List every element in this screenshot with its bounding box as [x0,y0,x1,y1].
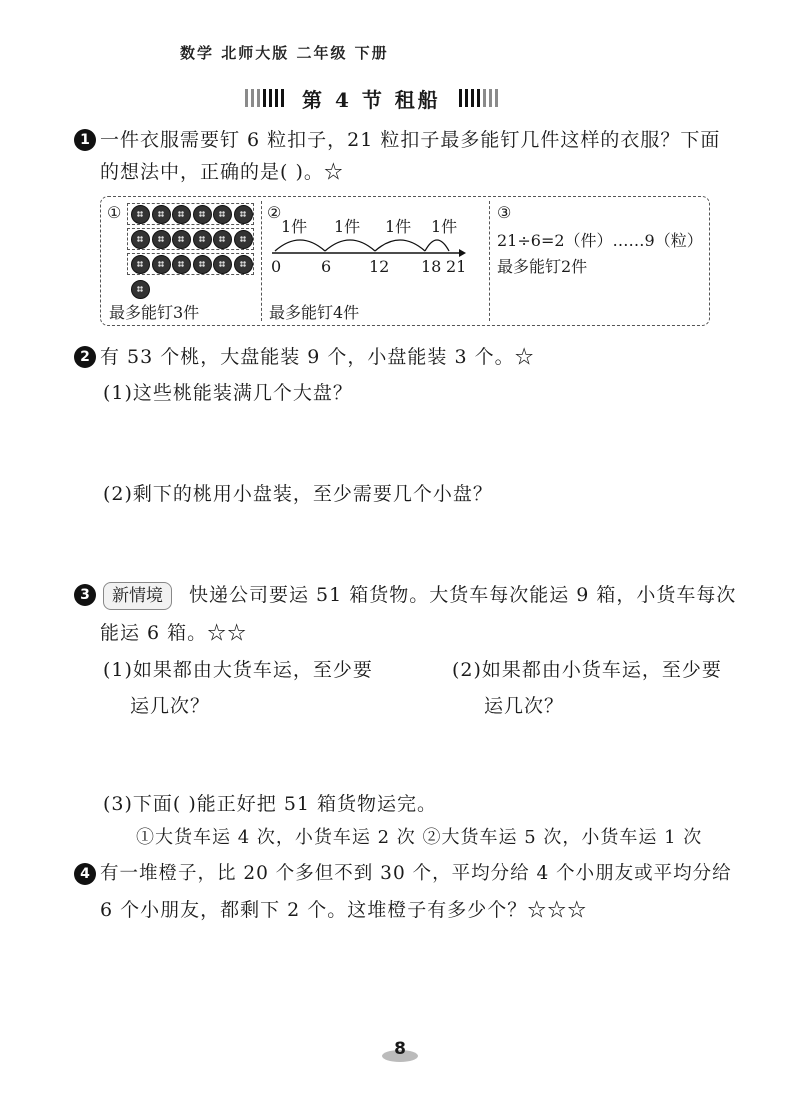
button-icon [131,205,150,224]
button-icon [152,205,171,224]
button-icon [152,230,171,249]
section-title-bar [245,83,498,113]
button-icon [172,205,191,224]
option3-caption: 最多能钉2件 [497,257,588,276]
option1-caption: 最多能钉3件 [109,303,200,322]
button-icon [234,205,253,224]
button-icon [193,205,212,224]
q1-options-box [100,196,710,326]
option3-marker: ③ [497,203,512,222]
jump-arc [375,240,425,251]
tick-label: 0 [271,257,282,276]
q2-subquestion-2: (2)剩下的桃用小盘装，至少需要几个小盘？ [103,483,493,505]
jump-arc [425,240,449,251]
q3-subquestion-2: (2)如果都由小货车运，至少要 [452,659,722,681]
option1-marker: ① [107,203,122,222]
question-number-badge: 4 [74,863,96,885]
button-icon [213,255,232,274]
page-number: 8 [394,1039,406,1059]
jump-label: 1件 [385,217,412,236]
q4-text-line2: 6 个小朋友，都剩下 2 个。这堆橙子有多少个？☆☆☆ [100,899,588,921]
question-number-badge: 2 [74,346,96,368]
new-context-tag: 新情境 [103,582,172,610]
button-icon [152,255,171,274]
button-icon [213,230,232,249]
option-divider [489,201,490,321]
button-icon [193,255,212,274]
number-line-arrowhead [459,249,466,257]
option3-equation: 21÷6=2（件）……9（粒） [497,231,703,250]
q3-choices: ①大货车运 4 次，小货车运 2 次 ②大货车运 5 次，小货车运 1 次 [136,827,703,848]
button-icon [131,230,150,249]
option-divider [261,201,262,321]
q3-subquestion-1: (1)如果都由大货车运，至少要 [103,659,373,681]
tick-label: 6 [321,257,332,276]
jump-arc [325,240,375,251]
tick-label: 21 [446,257,467,276]
tick-label: 12 [369,257,390,276]
book-info-header: 数学 北师大版 二年级 下册 [180,44,389,62]
q3-subquestion-1-cont: 运几次？ [130,695,211,717]
q1-text-line1: 一件衣服需要钉 6 粒扣子，21 粒扣子最多能钉几件这样的衣服？下面 [100,129,721,151]
tick-label: 18 [421,257,442,276]
q3-text-line2: 能运 6 箱。☆☆ [100,622,248,644]
q3-subquestion-2-cont: 运几次？ [484,695,565,717]
button-icon [234,230,253,249]
q1-text-line2: 的想法中，正确的是( )。☆ [100,161,344,183]
jump-arcs [275,240,449,251]
section-title: 第 4 节 租船 [302,87,441,112]
jump-label: 1件 [431,217,458,236]
q3-text-line1: 快递公司要运 51 箱货物。大货车每次能运 9 箱，小货车每次 [189,584,737,606]
q2-text-line1: 有 53 个桃，大盘能装 9 个，小盘能装 3 个。☆ [100,346,535,368]
left-stripes-decoration [245,89,284,107]
q3-subquestion-3: (3)下面( )能正好把 51 箱货物运完。 [103,793,438,815]
button-icon [172,255,191,274]
q4-text-line1: 有一堆橙子，比 20 个多但不到 30 个，平均分给 4 个小朋友或平均分给 [100,863,732,884]
question-number-badge: 1 [74,129,96,151]
option2-marker: ② [267,203,282,222]
jump-label: 1件 [334,217,361,236]
button-icon [131,255,150,274]
q2-subquestion-1: (1)这些桃能装满几个大盘？ [103,382,353,404]
jump-arc [275,240,325,251]
jump-label: 1件 [281,217,308,236]
button-icon [234,255,253,274]
option2-caption: 最多能钉4件 [269,303,360,322]
button-icon [131,280,150,299]
button-icon [193,230,212,249]
button-icon [172,230,191,249]
button-icon [213,205,232,224]
question-number-badge: 3 [74,584,96,606]
right-stripes-decoration [459,89,498,107]
